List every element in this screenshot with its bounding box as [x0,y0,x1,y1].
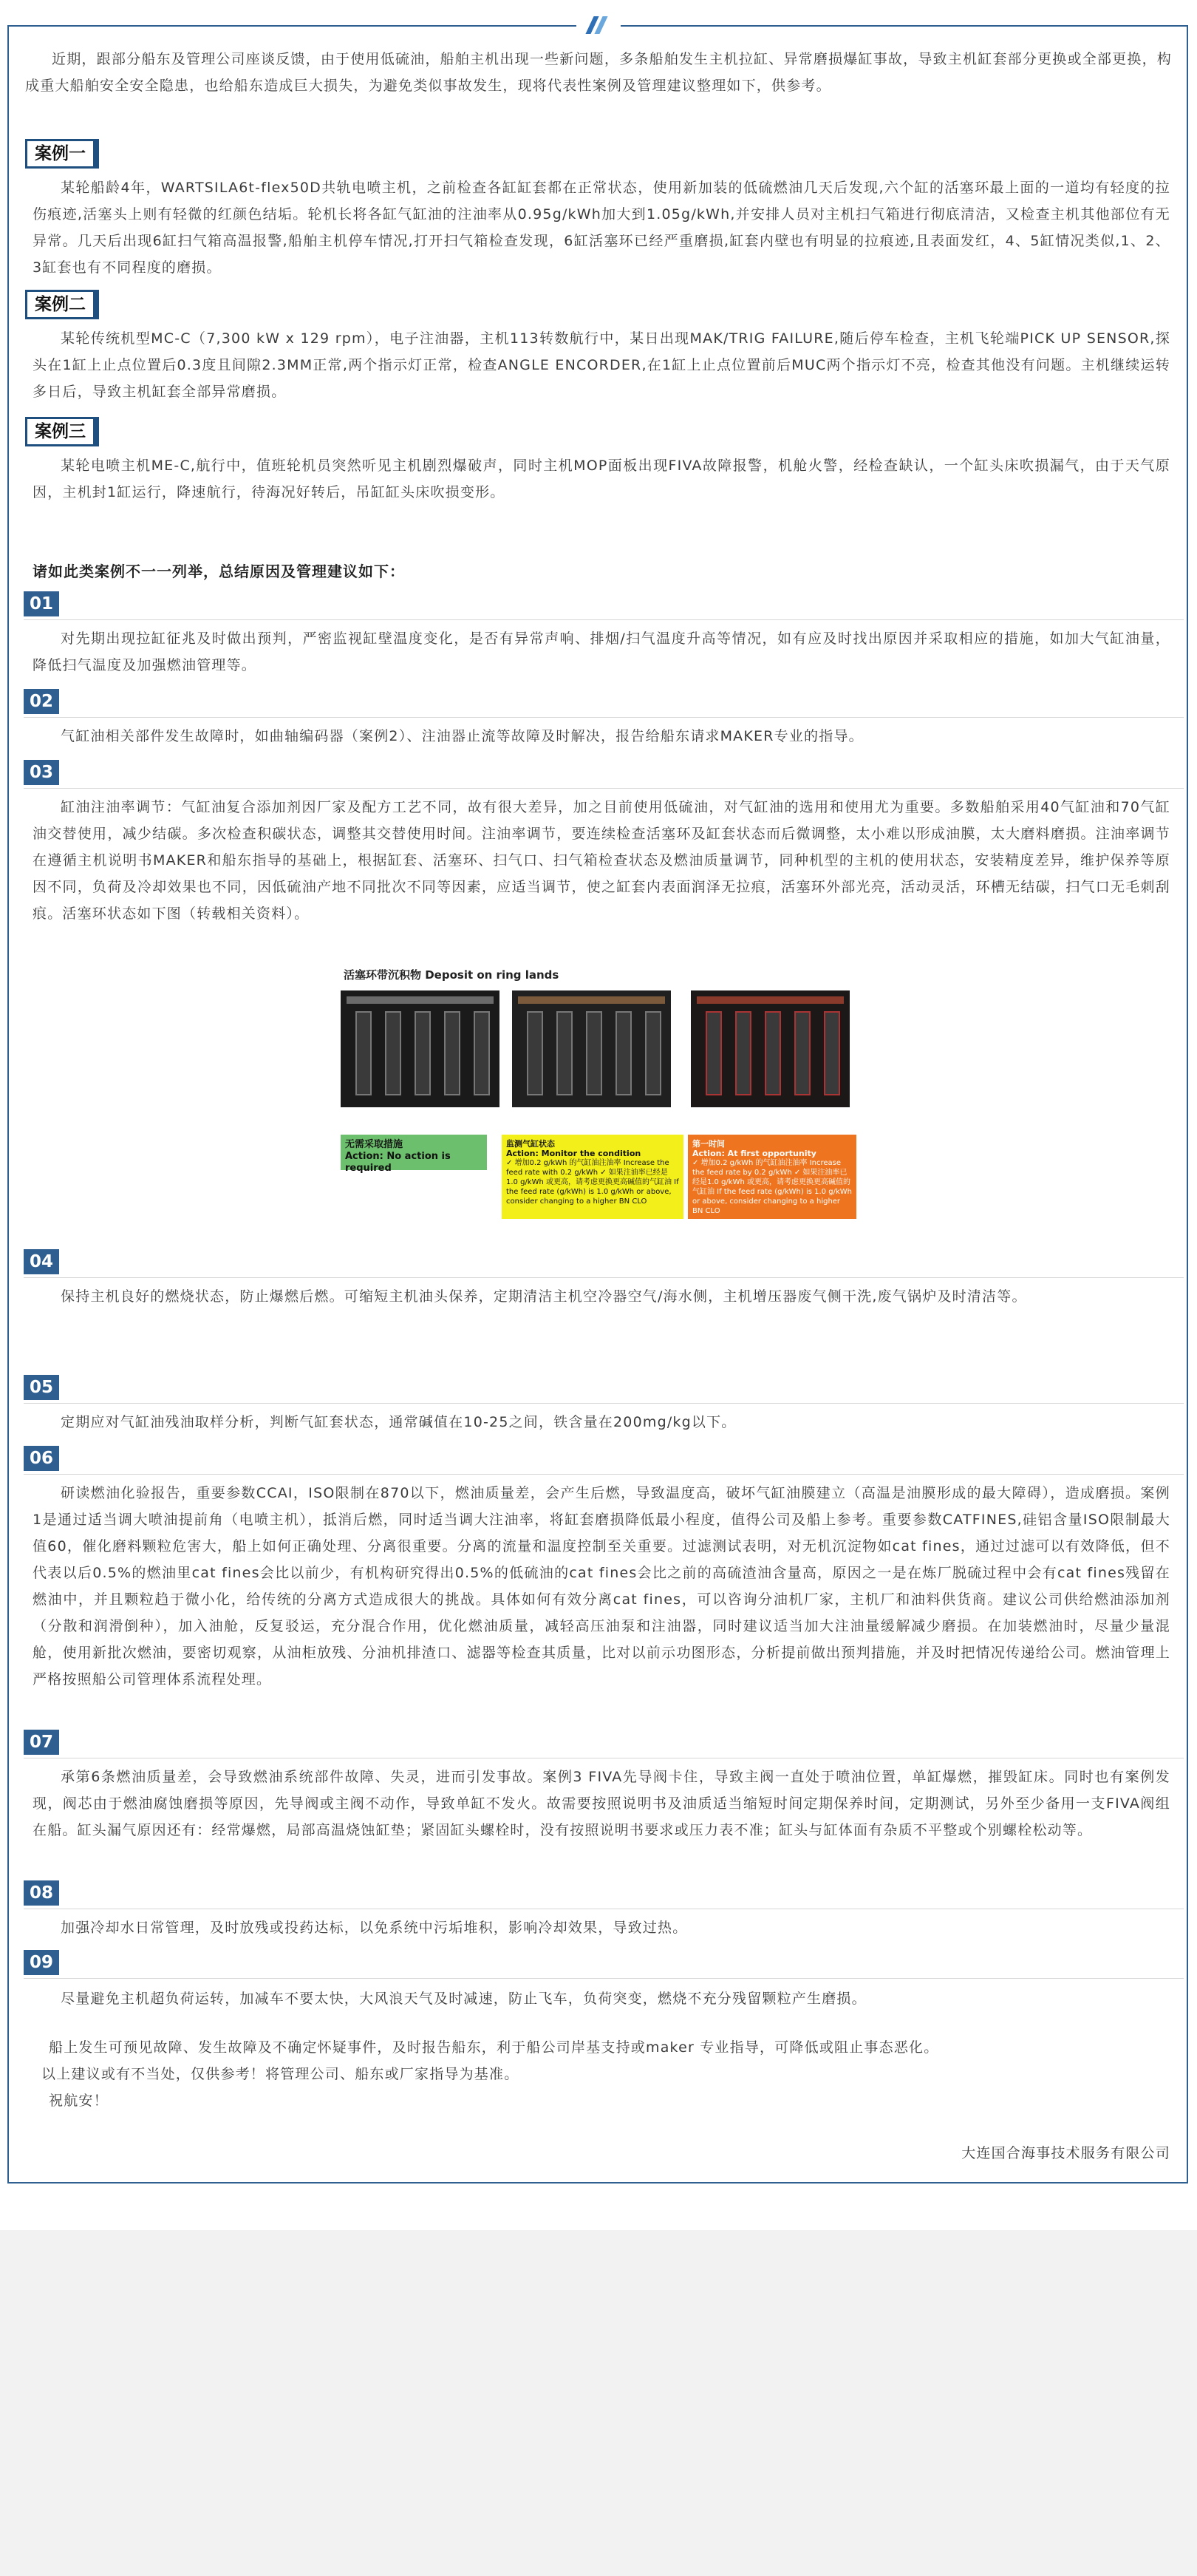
item-number: 08 [24,1880,59,1906]
box-title-cn: 无需采取措施 [345,1139,403,1150]
item-02-text: 气缸油相关部件发生故障时，如曲轴编码器（案例2）、注油器止流等故障及时解决，报告给船东请求MAKER专业的指导。 [61,728,864,744]
closing-line-3: 祝航安！ [49,2093,109,2109]
item-number: 05 [24,1375,59,1400]
item-07-text: 承第6条燃油质量差，会导致燃油系统部件故障、失灵，进而引发事故。案例3 FIVA先导阀卡住，导致主阀一直处于喷油位置，单缸爆燃，摧毁缸床。同时也有案例发现，阀芯由于燃油腐蚀磨损等原因，先导阀或主阀不动作，导致单缸不发火。故需要按照说明书及油质适当缩短时间定期保养时间，定期测试，另外至少备用一支FIVA阀组在船。缸头漏气原因还有：经常爆燃，局部高温烧蚀缸垫；紧固缸头螺栓时，没有按照说明书要求或压力表不准；缸头与缸体面有杂质不平整或个别螺栓松动等。 [33,1769,1170,1838]
box-title-en: Action: Monitor the condition [506,1149,641,1158]
company-signature: 大连国合海事技术服务有限公司 [961,2145,1170,2161]
piston-photo-clean [341,990,499,1107]
item-number: 07 [24,1730,59,1755]
item-number: 06 [24,1446,59,1471]
box-body: ✓ 增加0.2 g/kWh 的气缸油注油率 Increase the feed rate by 0.2 g/kWh ✓ 如果注油率已经是1.0 g/kWh 或更高，请考虑更换更高碱值的气缸油 If the feed rate (g/kWh) is 1.0 g/kWh or above, consider changing to a higher BN CLO [692,1159,852,1215]
item-03-text: 缸油注油率调节：气缸油复合添加剂因厂家及配方工艺不同，故有很大差异，加之目前使用低硫油，对气缸油的选用和使用尤为重要。多数船舶采用40气缸油和70气缸油交替使用，减少结碳。多次检查积碳状态，调整其交替使用时间。注油率调节，要连续检查活塞环及缸套状态而后微调整，太小难以形成油膜，太大磨料磨损。注油率调节在遵循主机说明书MAKER和船东指导的基础上，根据缸套、活塞环、扫气口、扫气箱检查状态及燃油质量调节，同种机型的主机的使用状态，安装精度差异，维护保养等原因不同，负荷及冷却效果也不同，因低硫油产地不同批次不同等因素，应适当调节，使之缸套内表面润泽无拉痕，活塞环外部光亮，活动灵活，环槽无结碳，扫气口无毛刺刮痕。活塞环状态如下图（转载相关资料）。 [33,799,1170,922]
item-01-text: 对先期出现拉缸征兆及时做出预判，严密监视缸壁温度变化，是否有异常声响、排烟/扫气温度升高等情况，如有应及时找出原因并采取相应的措施，如加大气缸油量，降低扫气温度及加强燃油管理等。 [33,631,1170,673]
no-action-box [341,1135,487,1174]
closing-line-2: 以上建议或有不当处，仅供参考！将管理公司、船东或厂家指导为基准。 [41,2066,519,2082]
summary-heading: 诸如此类案例不一一列举，总结原因及管理建议如下： [33,563,405,580]
piston-photo-heavy-deposit [691,990,850,1107]
closing-line-1: 船上发生可预见故障、发生故障及不确定怀疑事件，及时报告船东，利于船公司岸基支持或maker 专业指导，可降低或阻止事态恶化。 [49,2039,939,2056]
figure-caption: 活塞环带沉积物 Deposit on ring lands [344,968,559,982]
box-title-en: Action: No action is required [345,1151,451,1174]
item-08-text: 加强冷却水日常管理，及时放残或投药达标，以免系统中污垢堆积，影响冷却效果，导致过热。 [61,1920,688,1936]
monitor-box [502,1135,683,1219]
box-title-en: Action: At first opportunity [692,1149,816,1158]
item-number: 01 [24,591,59,616]
case-3-heading: 案例三 [25,417,99,446]
case-1-text: 某轮船龄4年，WARTSILA6t-flex50D共轨电喷主机，之前检查各缸缸套都在正常状态，使用新加装的低硫燃油几天后发现,六个缸的活塞环最上面的一道均有轻度的拉伤痕迹,活塞头上则有轻微的红颜色结垢。轮机长将各缸气缸油的注油率从0.95g/kWh加大到1.05g/kWh,并安排人员对主机扫气箱进行彻底清洁，又检查主机其他部位有无异常。几天后出现6缸扫气箱高温报警,船舶主机停车情况,打开扫气箱检查发现，6缸活塞环已经严重磨损,缸套内壁也有明显的拉痕迹,且表面发红，4、5缸情况类似,1、2、3缸套也有不同程度的磨损。 [33,180,1170,276]
item-number: 03 [24,760,59,785]
case-2-heading: 案例二 [25,290,99,319]
item-number: 02 [24,689,59,714]
item-05-text: 定期应对气缸油残油取样分析，判断气缸套状态，通常碱值在10-25之间，铁含量在200mg/kg以下。 [61,1414,737,1430]
slash-ornament-icon [576,13,621,35]
piston-photo-deposit [512,990,671,1107]
item-number: 09 [24,1950,59,1975]
box-title-cn: 监测气缸状态 [506,1139,555,1149]
case-2-text: 某轮传统机型MC-C（7,300 kW x 129 rpm），电子注油器，主机113转数航行中，某日出现MAK/TRIG FAILURE,随后停车检查，主机飞轮端PICK UP SENSOR,探头在1缸上止点位置后0.3度且间隙2.3MM正常,两个指示灯正常，检查ANGLE ENCORDER,在1缸上止点位置前后MUC两个指示灯不亮，检查其他没有问题。主机继续运转多日后，导致主机缸套全部异常磨损。 [33,330,1170,400]
case-3-text: 某轮电喷主机ME-C,航行中，值班轮机员突然听见主机剧烈爆破声，同时主机MOP面板出现FIVA故障报警，机舱火警，经检查缺认，一个缸头床吹损漏气，由于天气原因，主机封1缸运行，降速航行，待海况好转后，吊缸缸头床吹损变形。 [33,458,1170,500]
box-body: ✓ 增加0.2 g/kWh 的气缸油注油率 Increase the feed rate with 0.2 g/kWh ✓ 如果注油率已经是1.0 g/kWh 或更高，请考虑更换更高碱值的气缸油 If the feed rate (g/kWh) is 1.0 g/kWh or above, consider changing to a higher BN CLO [506,1159,679,1206]
piston-ring-figure [336,959,861,1233]
case-1-heading: 案例一 [25,139,99,169]
item-06-text: 研读燃油化验报告，重要参数CCAI，ISO限制在870以下，燃油质量差，会产生后燃，导致温度高，破坏气缸油膜建立（高温是油膜形成的最大障碍），造成磨损。案例1是通过适当调大喷油提前角（电喷主机），抵消后燃，同时适当调大注油率，将缸套磨损降低最小程度，值得公司及船上参考。重要参数CATFINES,硅铝含量ISO限制最大值60，催化磨料颗粒危害大，船上如何正确处理、分离很重要。分离的流量和温度控制至关重要。过滤测试表明，对无机沉淀物如cat fines，通过过滤可以有效降低，但不代表以后0.5%的燃油里cat fines会比以前少，有机构研究得出0.5%的低硫油的cat fines会比之前的高硫渣油含量高，原因之一是在炼厂脱硫过程中会有cat fines残留在燃油中，并且颗粒趋于微小化，给传统的分离方式造成很大的挑战。具体如何有效分离cat fines，可以咨询分油机厂家，主机厂和油料供货商。建议公司供给燃油添加剂（分散和润滑倒种），加入油舱，反复驳运，充分混合作用，优化燃油质量，减轻高压油泵和注油器，同时建议适当加大注油量缓解减少磨损。在加装燃油时，尽量少量混舱，使用新批次燃油，要密切观察，从油柜放残、分油机排渣口、滤器等检查其质量，比对以前示功图形态，分析提前做出预判措施，并及时把情况传递给公司。燃油管理上严格按照船公司管理体系流程处理。 [33,1485,1171,1688]
box-title-cn: 第一时间 [692,1139,725,1149]
intro-paragraph: 近期，跟部分船东及管理公司座谈反馈，由于使用低硫油，船舶主机出现一些新问题，多条船舶发生主机拉缸、异常磨损爆缸事故，导致主机缸套部分更换或全部更换，构成重大船舶安全安全隐患，也给船东造成巨大损失，为避免类似事故发生，现将代表性案例及管理建议整理如下，供参考。 [25,51,1172,94]
first-opportunity-box [688,1135,856,1219]
item-04-text: 保持主机良好的燃烧状态，防止爆燃后燃。可缩短主机油头保养，定期清洁主机空冷器空气/海水侧，主机增压器废气侧干洗,废气锅炉及时清洁等。 [61,1288,1027,1305]
item-number: 04 [24,1249,59,1274]
item-09-text: 尽量避免主机超负荷运转，加减车不要太快，大风浪天气及时减速，防止飞车，负荷突变，燃烧不充分残留颗粒产生磨损。 [61,1991,867,2007]
